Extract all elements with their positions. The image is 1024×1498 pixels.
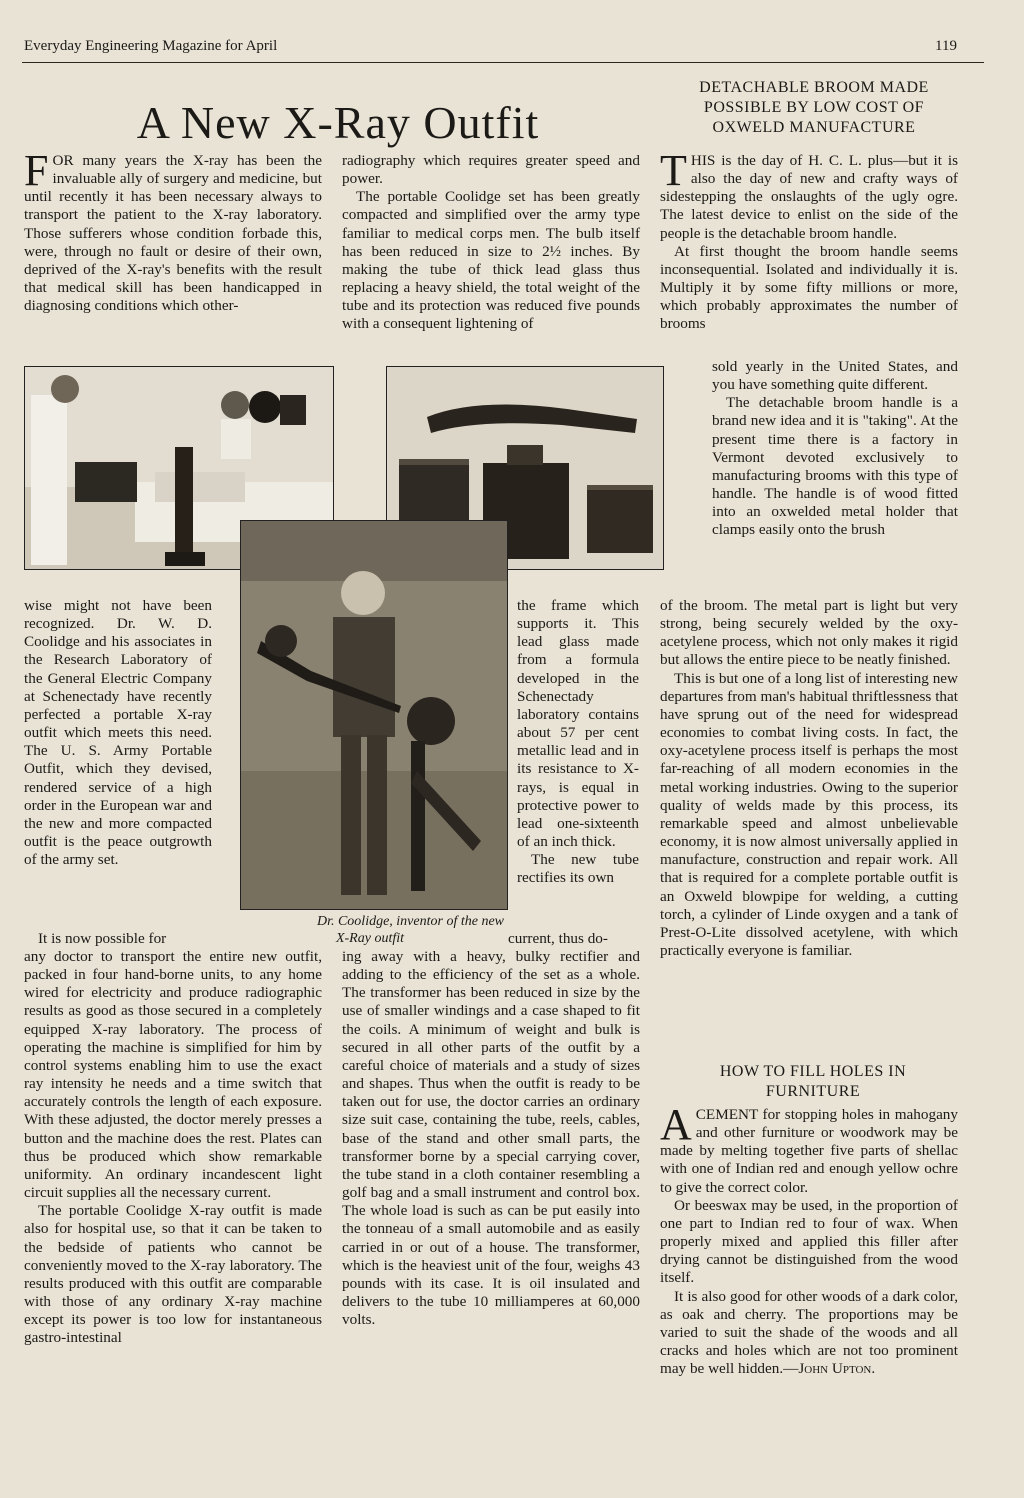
holes-author: John Upton. [798,1360,876,1378]
article-col2-mid [517,597,639,888]
col2-mid-text: the frame which supports it. This lead glass made from a formula developed in the Schenectady laboratory contains about 57 per cent metallic lead and in its resistance to X-rays, is equal in protective power to lead one-sixteenth of an inch thick. [517,597,639,851]
broom-p3-narrow: The detachable broom handle is a brand new idea and it is "taking". At the present time there is a factory in Vermont devoted exclusively to manufacturing brooms with this type of handle. The handle is of wood fitted into an oxwelded metal holder that clamps easily onto the brush [712,394,958,539]
holes-p3: It is also good for other woods of a dark color, as oak and cherry. The proportions may be varied to suit the shade of the woods and all cracks and holes which are not too prominent may be well hidden.— [660,1287,958,1378]
broom-p4: This is but one of a long list of interesting new departures from man's habitual thriftlessness that have sprung out of the need for widespread economies to combat living costs. In fact, the oxy-acetylene process itself is perhaps the most far-reaching of all modern economies in the metal working industries. Owing to the superior quality of welds made by this process, its remarkable speed and almost unbelievable economy, it is now almost universally applied in manufacture, construction and repair work. All that is required for a complete portable outfit is an Oxweld blowpipe for welding, a cutting torch, a cylinder of Linde oxygen and a tank of Prest-O-Lite dissolved acetylene, with which practically everyone is familiar. [660,669,958,959]
broom-col-top [660,146,958,334]
article-col1-transition [24,930,224,948]
photo-coolidge-image [241,521,507,909]
col1-bottom-p2: The portable Coolidge X-ray outfit is made also for hospital use, so that it can be taken to the bedside of patients who cannot be conveniently moved to the X-ray laboratory. The results produced with this outfit are comparable with those of any ordinary X-ray machine except its power is too low for instantaneous gastro-intestinal [24,1202,322,1347]
article-col1-top [24,146,322,315]
broom-col-bottom [660,597,958,960]
broom-p2: At first thought the broom handle seems inconsequential. Isolated and individually it is. Multiply it by some fifty millions or more, which probably approximates the number of brooms [660,242,958,333]
col1-mid-text: wise might not have been recognized. Dr. W. D. Coolidge and his associates in the Research Laboratory of the General Electric Company at Schenectady have recently perfected a portable X-ray outfit which meets this need. The U. S. Army Portable Outfit, which they devised, rendered service of a high order in the European war and the new and more compacted outfit is the peace outgrowth of the army set. [24,597,212,869]
dropcap-f: F [24,146,49,195]
photo-caption [236,913,504,947]
holes-heading: HOW TO FILL HOLES IN FURNITURE [719,1063,907,1100]
photo-dr-coolidge [240,520,508,910]
broom-p3-rest: of the broom. The metal part is light but very strong, being securely welded by the oxy-acetylene process, which not only makes it rigid but allows the entire piece to be neatly finished. [660,597,958,669]
broom-heading: DETACHABLE BROOM MADE POSSIBLE BY LOW COST OF OXWELD MANUFACTURE [699,79,929,136]
holes-col [660,1100,958,1378]
page-number: 119 [935,38,957,54]
dropcap-a: A [660,1100,692,1149]
article-col2-bottom [342,948,640,1329]
running-header: Everyday Engineering Magazine for April [24,38,278,54]
broom-p1: HIS is the day of H. C. L. plus—but it is also the day of new and crafty ways of sidestepping the onslaughts of the ugly ogre. The latest device to enlist on the side of the people is the detachable broom handle. [660,152,958,242]
col2-mid-p2: The new tube rectifies its own [517,851,639,887]
dropcap-t: T [660,146,687,195]
col1-bottom-p1: any doctor to transport the entire new outfit, packed in four hand-borne units, to any home wired for electricity and produce radiographic results as good as those secured in a completely equipped X-ray laboratory. The process of operating the machine is simplified for him by control systems enabling him to use the exact ray intensity he needs and a time switch that accurately controls the length of each exposure. With these adjusted, the doctor merely presses a button and the machine does the rest. Plates can thus be produced which show remarkable uniformity. An ordinary incandescent light circuit supplies all the necessary current. [24,948,322,1202]
col2-transition-text: current, thus do- [508,930,608,947]
article-col1-bottom [24,948,322,1347]
col1-transition-text: It is now possible for [38,930,167,947]
article-col2-top [342,152,640,334]
holes-p1: CEMENT for stopping holes in mahogany and other furniture or woodwork may be made by melting together five parts of shellac with one of Indian red and enough yellow ochre to give the correct color. [660,1106,958,1196]
broom-col-narrow [712,358,958,540]
caption-line-1: Dr. Coolidge, inventor of the new [316,914,504,929]
holes-p2: Or beeswax may be used, in the proportion of one part to Indian red to four of wax. When properly mixed and applied this filler after drying cannot be distinguished from the wood itself. [660,1196,958,1287]
col2-bottom-text: ing away with a heavy, bulky rectifier and adding to the efficiency of the set as a whole. The transformer has been reduced in size by the use of smaller windings and a case shaped to fit the coils. A minimum of weight and bulk is secured in all other parts of the outfit by a careful choice of materials and a study of sizes and shapes. Thus when the outfit is ready to be taken out for use, the doctor carries an ordinary size suit case, containing the tube, reels, cables, base of the stand and other small parts, the transformer borne by a special carrying cover, the tube stand in a cloth container resembling a golf bag and a small instrument and control box. The whole load is such as can be put easily into the tonneau of a small automobile and as easily carried in or out of a house. The transformer, which is the heaviest unit of the four, weighs 43 pounds with its case. It is oil insulated and delivers to the tube 10 milliamperes at 60,000 volts. [342,948,640,1329]
col2-top-p1: radiography which requires greater speed and power. [342,152,640,188]
broom-p2-narrow: sold yearly in the United States, and you have something quite different. [712,358,958,394]
article-col1-mid [24,597,212,869]
header-rule [22,62,984,63]
article-col2-transition [508,930,640,948]
article-title: A New X-Ray Outfit [136,97,540,148]
article-intro-text: OR many years the X-ray has been the invaluable ally of surgery and medicine, but until recently it has been necessary always to transport the patient to the X-ray laboratory. Those sufferers whose condition forbade this, were, through no fault or desire of their own, deprived of the X-ray's benefits with the result that medical skill has been handicapped in diagnosing conditions which other- [24,152,322,315]
col2-top-p2: The portable Coolidge set has been greatly compacted and simplified over the army type familiar to medical corps men. The bulb itself has been reduced in size to 2½ inches. By making the tube of thick lead glass thus replacing a heavy shield, the total weight of the tube and its protection was reduced five pounds with a consequent lightening of [342,188,640,333]
caption-line-2: X-Ray outfit [335,931,405,946]
